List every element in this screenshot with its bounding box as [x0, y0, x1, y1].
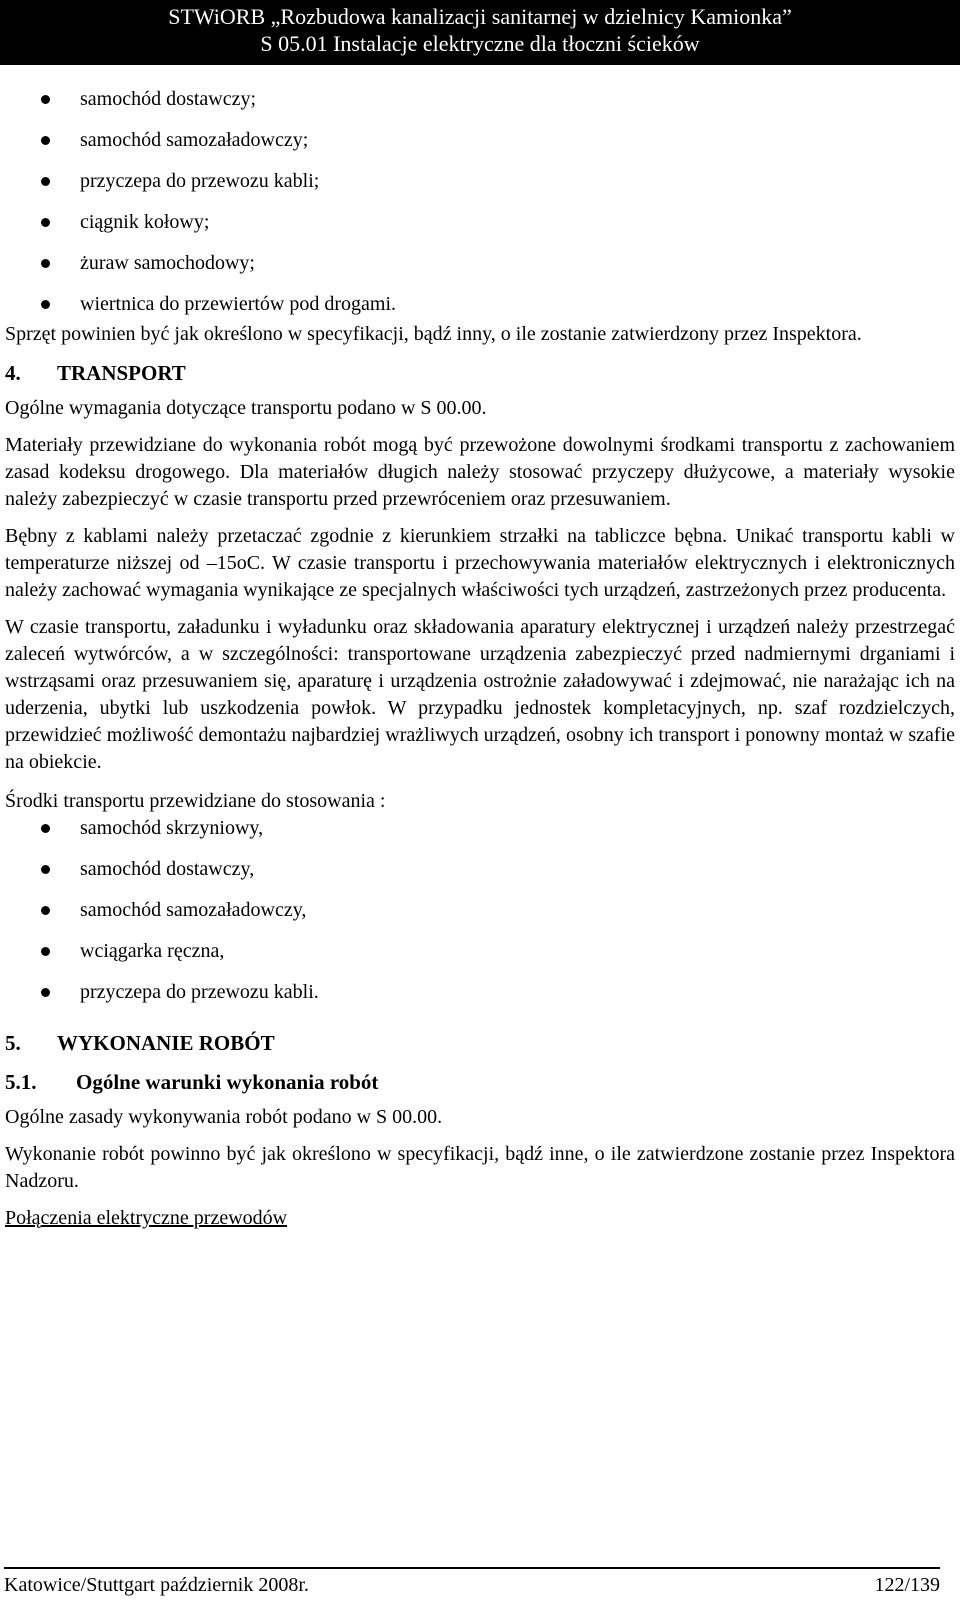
list-item: samochód dostawczy,: [5, 856, 955, 897]
document-body: [5, 86, 955, 1232]
bullet-icon: [41, 988, 50, 997]
section-4-paragraph-5: Środki transportu przewidziane do stosowania :: [5, 790, 386, 812]
section-4-paragraph-2: Materiały przewidziane do wykonania robót mogą być przewożone dowolnymi środkami transportu z zachowaniem zasad kodeksu drogowego. Dla materiałów długich należy stosować przyczepy dłużycowe, a materiały wysokie należy zabezpieczyć w czasie transportu przed przewróceniem oraz przesuwaniem.: [5, 434, 955, 510]
list-item: samochód skrzyniowy,: [5, 815, 955, 856]
bullet-icon: [41, 95, 50, 104]
page-number: 122/139: [874, 1574, 940, 1596]
list-item: przyczepa do przewozu kabli;: [5, 168, 955, 209]
list-item: samochód samozaładowczy;: [5, 127, 955, 168]
section-5-heading: 5. WYKONANIE ROBÓT: [5, 1031, 275, 1055]
header-title: STWiORB „Rozbudowa kanalizacji sanitarnej w dzielnicy Kamionka”: [168, 4, 792, 29]
section-5-paragraph-2: Wykonanie robót powinno być jak określono w specyfikacji, bądź inne, o ile zatwierdzone zostanie przez Inspektora Nadzoru.: [5, 1143, 955, 1192]
list-item: żuraw samochodowy;: [5, 250, 955, 291]
header-subtitle: S 05.01 Instalacje elektryczne dla tłoczni ścieków: [260, 31, 700, 56]
subsection-title-connections: Połączenia elektryczne przewodów: [5, 1207, 288, 1229]
section-4-paragraph-4: W czasie transportu, załadunku i wyładunku oraz składowania aparatury elektrycznej i urządzeń należy przestrzegać zaleceń wytwórców, a w szczególności: transportowane urządzenia zabezpieczyć przed nadmiernymi drganiami i wstrząsami oraz przesuwaniem się, aparaturę i urządzenia ostrożnie załadowywać i zdejmować, nie narażając ich na uderzenia, ubytki lub uszkodzenia powłok. W przypadku jednostek kompletacyjnych, np. szaf rozdzielczych, przewidzieć możliwość demontażu najbardziej wrażliwych urządzeń, osobny ich transport i ponowny montaż w szafie na obiekcie.: [5, 616, 955, 773]
bullet-icon: [41, 824, 50, 833]
equipment-list: [5, 86, 955, 321]
bullet-icon: [41, 177, 50, 186]
section-5-paragraph-1: Ogólne zasady wykonywania robót podano w S 00.00.: [5, 1106, 443, 1128]
equipment-note: Sprzęt powinien być jak określono w specyfikacji, bądź inny, o ile zostanie zatwierdzony przez Inspektora.: [5, 323, 862, 345]
bullet-icon: [41, 865, 50, 874]
list-item: ciągnik kołowy;: [5, 209, 955, 250]
transport-means-list: [5, 815, 955, 1020]
list-item: samochód dostawczy;: [5, 86, 955, 127]
list-item: samochód samozaładowczy,: [5, 897, 955, 938]
bullet-icon: [41, 906, 50, 915]
list-item: wiertnica do przewiertów pod drogami.: [5, 291, 955, 321]
section-4-paragraph-3: Bębny z kablami należy przetaczać zgodnie z kierunkiem strzałki na tabliczce bębna. Unikać transportu kabli w temperaturze niższej od –15oC. W czasie transportu i przechowywania materiałów elektrycznych i elektronicznych należy zachować wymagania wynikające ze specjalnych właściwości tych urządzeń, zastrzeżonych przez producenta.: [5, 525, 955, 601]
bullet-icon: [41, 259, 50, 268]
footer-place-date: Katowice/Stuttgart październik 2008r.: [4, 1574, 309, 1596]
bullet-icon: [41, 218, 50, 227]
bullet-icon: [41, 300, 50, 309]
section-4-paragraph-1: Ogólne wymagania dotyczące transportu podano w S 00.00.: [5, 397, 487, 419]
section-5-1-heading: 5.1. Ogólne warunki wykonania robót: [5, 1070, 379, 1094]
list-item: przyczepa do przewozu kabli.: [5, 979, 955, 1020]
list-item: wciągarka ręczna,: [5, 938, 955, 979]
bullet-icon: [41, 136, 50, 145]
footer-divider: [4, 1567, 940, 1569]
page-header: [0, 0, 960, 65]
section-4-heading: 4. TRANSPORT: [5, 361, 186, 385]
bullet-icon: [41, 947, 50, 956]
